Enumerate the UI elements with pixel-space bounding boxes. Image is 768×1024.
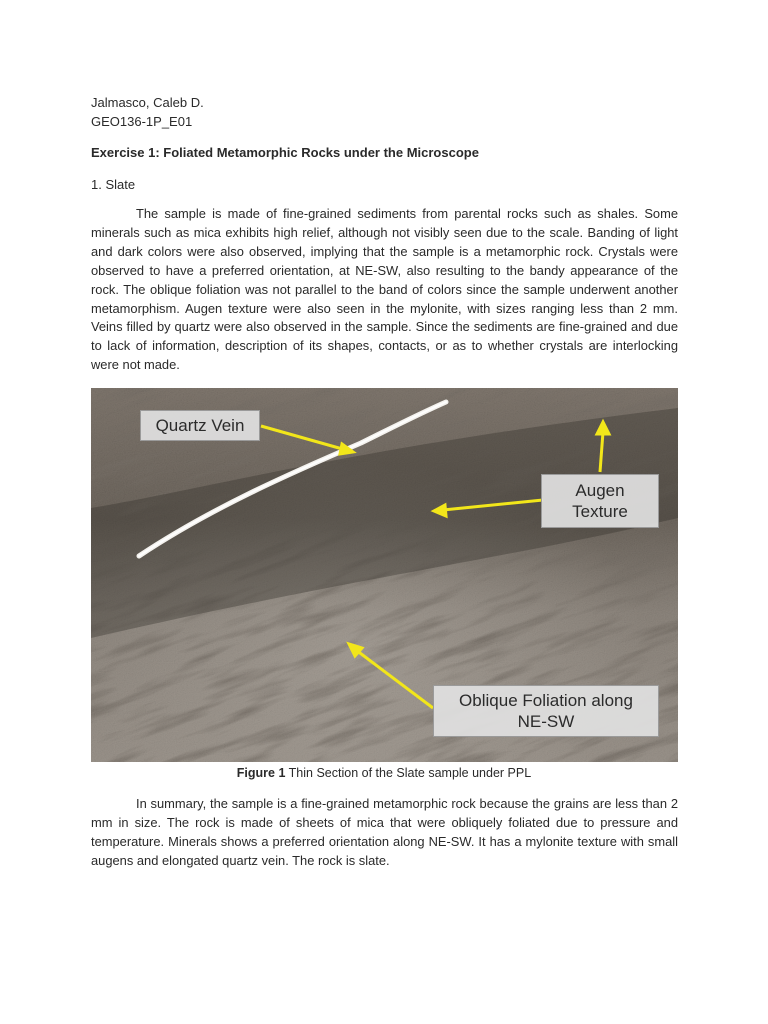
course-section: GEO136-1P_E01: [91, 114, 193, 129]
quartz-vein-label-text: Quartz Vein: [155, 416, 245, 435]
augen-label-line-2: Texture: [572, 502, 628, 521]
subsection-heading: 1. Slate: [91, 177, 136, 192]
paragraph-2-text: In summary, the sample is a fine-grained metamorphic rock because the grains are less than 2 mm in size. The rock is made of sheets of mica that were obliquely foliated due to pressure and temperature. Minerals shows a preferred orientation along NE-SW. It has a mylonite texture with small augens and elongated quartz vein. The rock is slate.: [91, 796, 678, 868]
quartz-vein-label: [140, 410, 260, 441]
oblique-label-line-1: Oblique Foliation along: [459, 691, 633, 710]
thin-section-micrograph: [91, 388, 678, 762]
augen-label-line-1: Augen: [575, 481, 625, 500]
augen-texture-label: [541, 474, 659, 528]
oblique-foliation-label: [433, 685, 659, 737]
paragraph-1-text: The sample is made of fine-grained sediments from parental rocks such as shales. Some minerals such as mica exhibits high relief, although not visibly seen due to the scale. Banding of light and dark colors were also observed, implying that the sample is a metamorphic rock. Crystals were observed to have a preferred orientation, at NE-SW, also resulting to the bandy appearance of the rock. The oblique foliation was not parallel to the band of colors since the sample underwent another metamorphism. Augen texture were also seen in the mylonite, with sizes ranging less than 2 mm. Veins filled by quartz were also observed in the sample. Since the sediments are fine-grained and due to lack of information, description of its shapes, contacts, or as to whether crystals are interlocking were not made.: [91, 206, 678, 373]
summary-paragraph: [91, 795, 678, 871]
author-name: Jalmasco, Caleb D.: [91, 95, 204, 110]
exercise-title: Exercise 1: Foliated Metamorphic Rocks under the Microscope: [91, 145, 479, 160]
oblique-label-line-2: NE-SW: [517, 712, 575, 731]
figure-caption-text: Thin Section of the Slate sample under PPL: [285, 766, 532, 780]
slate-description-paragraph: [91, 205, 678, 375]
figure-caption: [0, 766, 768, 780]
figure-caption-number: Figure 1: [236, 766, 286, 780]
